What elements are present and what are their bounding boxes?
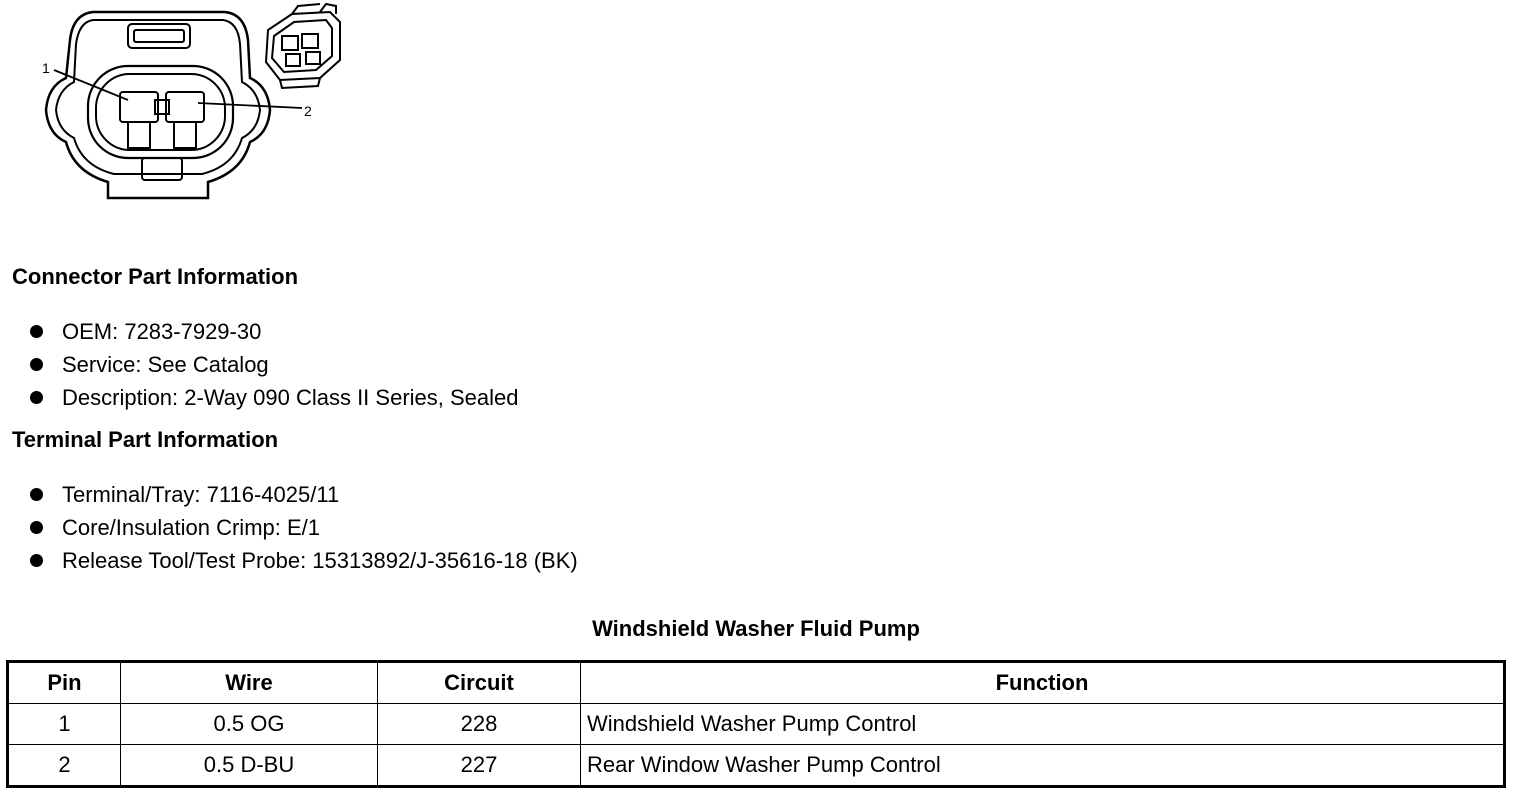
cell-pin: 2 (8, 745, 121, 787)
list-item: OEM: 7283-7929-30 (28, 315, 519, 348)
cell-wire: 0.5 D-BU (121, 745, 378, 787)
pin-table (6, 660, 1506, 788)
header-wire: Wire (121, 662, 378, 704)
cell-pin: 1 (8, 704, 121, 745)
connector-diagram (30, 0, 370, 215)
connector-info-list (28, 315, 519, 414)
table-row (8, 745, 1505, 787)
pin-label-2: 2 (304, 103, 312, 119)
cell-circuit: 227 (378, 745, 581, 787)
list-item: Description: 2-Way 090 Class II Series, Sealed (28, 381, 519, 414)
table-header-row (8, 662, 1505, 704)
cell-function: Windshield Washer Pump Control (581, 704, 1505, 745)
connector-3d-drawing (266, 4, 340, 88)
list-item: Service: See Catalog (28, 348, 519, 381)
list-item: Terminal/Tray: 7116-4025/11 (28, 478, 578, 511)
bullet-icon (30, 521, 43, 534)
bullet-icon (30, 358, 43, 371)
pin-label-1: 1 (42, 60, 50, 76)
table-row (8, 704, 1505, 745)
bullet-icon (30, 325, 43, 338)
cell-function: Rear Window Washer Pump Control (581, 745, 1505, 787)
terminal-info-list (28, 478, 578, 577)
bullet-icon (30, 391, 43, 404)
list-item: Core/Insulation Crimp: E/1 (28, 511, 578, 544)
list-item: Release Tool/Test Probe: 15313892/J-35616-18 (BK) (28, 544, 578, 577)
header-pin: Pin (8, 662, 121, 704)
header-function: Function (581, 662, 1505, 704)
cell-wire: 0.5 OG (121, 704, 378, 745)
bullet-icon (30, 488, 43, 501)
cell-circuit: 228 (378, 704, 581, 745)
terminal-info-heading: Terminal Part Information (12, 427, 279, 452)
header-circuit: Circuit (378, 662, 581, 704)
bullet-icon (30, 554, 43, 567)
connector-info-heading: Connector Part Information (12, 264, 299, 289)
table-title: Windshield Washer Fluid Pump (592, 616, 920, 641)
